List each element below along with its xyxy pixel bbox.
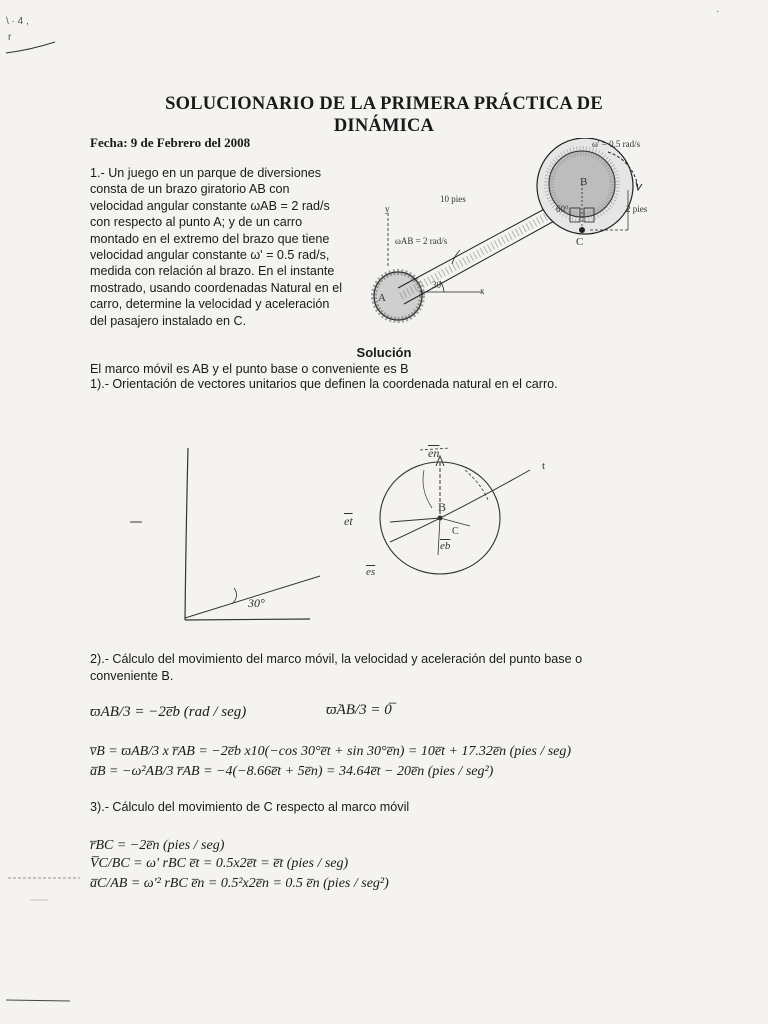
fig2-label-eb: $\overline{eb}$: [440, 540, 451, 552]
problem-line: velocidad angular constante ωAB = 2 rad/s: [90, 198, 330, 213]
eq-a-c-ab: a̅C/AB = ω'² rBC e̅n = 0.5²x2e̅n = 0.5 e̅n (pies / seg²): [90, 876, 389, 891]
fig2-label-es: $\overline{es}$: [366, 566, 376, 578]
eq-acceleration-b: a̅B = −ω²AB/3 r̅AB = −4(−8.66e̅t + 5e̅n) = 34.64e̅t − 20e̅n (pies / seg²): [90, 764, 494, 779]
step2-text-line2: conveniente B.: [90, 669, 174, 683]
problem-line: velocidad angular constante ω' = 0.5 rad/s,: [90, 248, 330, 263]
x-axis-label: x: [480, 286, 485, 296]
eq-omega-ab-dot: ϖ̇AB/3 = 0̅: [326, 702, 392, 718]
solution-intro: El marco móvil es AB y el punto base o conveniente es B: [90, 362, 409, 376]
problem-line: con respecto al punto A; y de un carro: [90, 215, 303, 230]
arm-top: [398, 206, 550, 288]
step2-text-line1: 2).- Cálculo del movimiento del marco móvil, la velocidad y aceleración del punto base o: [90, 652, 583, 666]
scan-mark-top-left-2: r: [8, 32, 12, 43]
problem-line: 1.- Un juego en un parque de diversiones: [90, 166, 322, 180]
arm-length-label: 10 pies: [440, 194, 466, 204]
fig2-point-c: C: [452, 526, 459, 537]
scan-mark-top-right: ·: [716, 6, 720, 17]
omega-prime-label: ω' = 0.5 rad/s: [592, 139, 641, 149]
date-line: Fecha: 9 de Febrero del 2008: [90, 135, 251, 150]
fig2-label-et: $\overline{et}$: [344, 514, 353, 528]
eq-omega-ab: ϖAB/3 = −2e̅b (rad / seg): [90, 704, 247, 720]
step1-text: 1).- Orientación de vectores unitarios que definen la coordenada natural en el carro.: [90, 377, 558, 391]
point-c-label: C: [576, 236, 584, 248]
fig2-point-b: B: [438, 500, 447, 514]
fig2-angle-30: 30°: [248, 596, 265, 610]
y-axis-label: y: [385, 204, 390, 214]
problem-line: del pasajero instalado en C.: [90, 313, 247, 328]
fig2-label-t: t: [542, 460, 546, 472]
point-b-label: B: [580, 176, 588, 188]
radius-label: 2 pies: [626, 204, 648, 214]
solution-title: Solución: [356, 345, 412, 360]
problem-line: mostrado, usando coordenadas Natural en el: [90, 280, 343, 295]
problem-line: montado en el extremo del brazo que tiene: [90, 231, 330, 246]
point-a-label: A: [378, 292, 386, 304]
problem-statement: [90, 165, 358, 329]
problem-line: carro, determine la velocidad y aceleración: [90, 297, 330, 312]
angle-30-label: 30: [432, 280, 441, 290]
eq-velocity-b: v̅B = ϖAB/3 x r̅AB = −2e̅b x10(−cos 30°e̅t + sin 30°e̅n) = 10e̅t + 17.32e̅n (pies / seg): [90, 744, 572, 759]
page-title-line1: SOLUCIONARIO DE LA PRIMERA PRÁCTICA DE: [165, 94, 603, 114]
step3-text: 3).- Cálculo del movimiento de C respecto al marco móvil: [90, 800, 410, 814]
problem-line: medida con relación al brazo. En el instante: [90, 264, 335, 279]
page-title-line2: DINÁMICA: [333, 116, 435, 136]
eq-r-bc: r̅BC = −2e̅n (pies / seg): [90, 838, 225, 853]
omega-ab-label: ωAB = 2 rad/s: [395, 236, 448, 246]
angle-60-label: 60°: [556, 204, 569, 214]
scan-mark-top-left: \ · 4 ,: [6, 16, 29, 27]
problem-line: consta de un brazo giratorio AB con: [90, 182, 290, 197]
eq-v-c-bc: V̅C/BC = ω' rBC e̅t = 0.5x2e̅t = e̅t (pies / seg): [90, 856, 349, 871]
fig2-label-en: $\overline{en}$: [428, 446, 440, 460]
unit-vector-sketch: [120, 430, 560, 640]
